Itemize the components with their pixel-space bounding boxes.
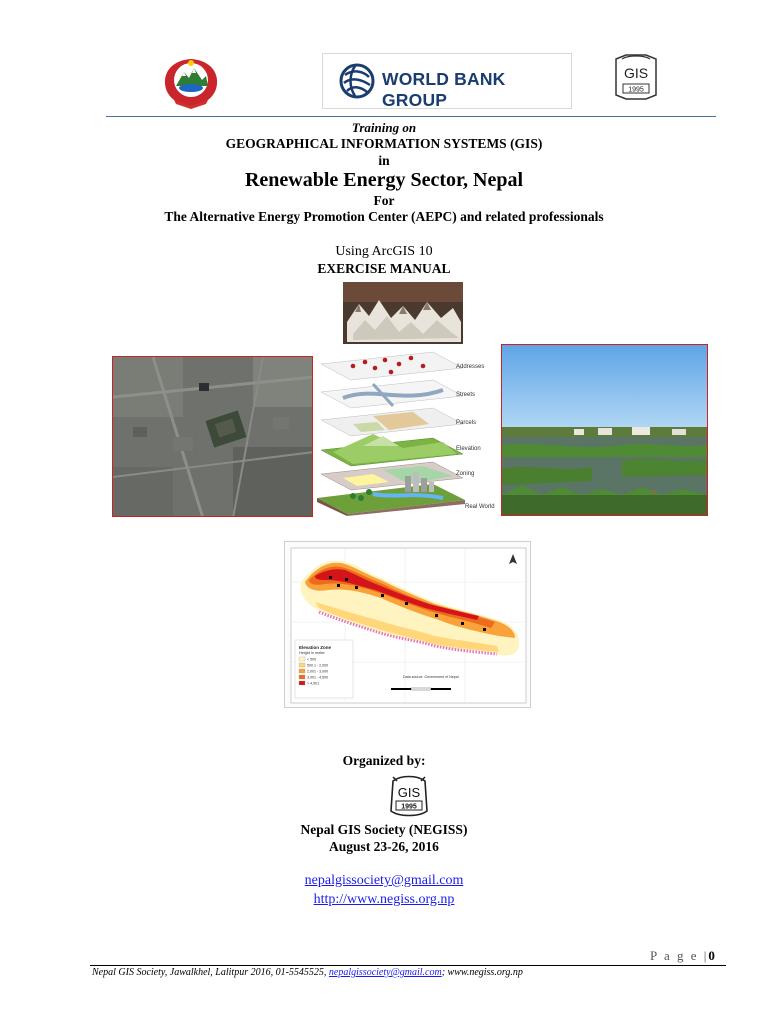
title-for: For <box>373 193 395 208</box>
map-legend-subheading: Height in meter <box>299 651 325 655</box>
gis-layers-diagram <box>313 346 503 516</box>
organizer-logo-letters: GIS <box>397 785 421 800</box>
software-label: Using ArcGIS 10 <box>335 244 433 259</box>
footer-website-text: ; www.negiss.org.np <box>441 967 523 978</box>
organizer-name: Nepal GIS Society (NEGISS) <box>300 822 468 837</box>
organizer-logo-year: 1995 <box>401 803 417 811</box>
title-in: in <box>378 153 390 168</box>
footer-divider <box>90 965 726 966</box>
organizer-website-link[interactable]: http://www.negiss.org.np <box>313 892 455 907</box>
page-number-value: 0 <box>708 948 715 963</box>
header-divider <box>106 116 716 117</box>
layer-label-streets: Streets <box>456 392 476 398</box>
nepal-elevation-map <box>284 541 531 708</box>
negiss-year: 1995 <box>628 86 644 94</box>
map-legend-heading: Elevation Zone <box>299 645 332 650</box>
training-dates: August 23-26, 2016 <box>329 839 439 854</box>
title-training-on: Training on <box>351 120 417 135</box>
layer-label-zoning: Zoning <box>456 471 475 477</box>
globe-icon <box>339 63 375 99</box>
world-bank-group-wordmark: WORLD BANK GROUP <box>382 69 506 110</box>
satellite-city-image <box>112 356 313 517</box>
title-renewable-energy: Renewable Energy Sector, Nepal <box>244 169 524 191</box>
svg-text:©: © <box>652 491 657 497</box>
negiss-logo <box>612 51 660 103</box>
map-legend-class-1: < 500 <box>307 657 317 662</box>
title-gis: GEOGRAPHICAL INFORMATION SYSTEMS (GIS) <box>225 136 543 151</box>
negiss-letters: GIS <box>623 65 649 81</box>
page-label: P a g e | <box>650 948 709 963</box>
pond-landscape-photo <box>501 344 708 516</box>
terrain-models-photo <box>343 282 463 344</box>
map-legend-class-5: > 4,501 <box>307 681 320 686</box>
layer-label-elevation: Elevation <box>456 446 481 452</box>
layer-label-parcels: Parcels <box>456 420 477 426</box>
map-data-source: Data source: Government of Nepal <box>403 675 459 679</box>
layer-label-addresses: Addresses <box>456 364 485 370</box>
footer-address <box>92 967 732 978</box>
negiss-organizer-logo <box>385 773 433 819</box>
map-legend-class-4: 3,001 - 4,500 <box>307 675 329 680</box>
world-bank-group-logo <box>322 53 572 109</box>
organized-by-label: Organized by: <box>342 753 426 768</box>
layer-label-real-world: Real World <box>465 504 495 510</box>
map-legend-class-2: 500.1 - 2,000 <box>307 663 329 668</box>
organizer-email-link[interactable]: nepalgissociety@gmail.com <box>304 873 464 888</box>
exercise-manual-label: EXERCISE MANUAL <box>317 261 451 276</box>
page-number <box>650 948 715 964</box>
map-legend-class-3: 2,001 - 3,000 <box>307 669 329 674</box>
footer-address-text: Nepal GIS Society, Jawalkhel, Lalitpur 2016, 01-5545525, <box>92 967 327 978</box>
title-aepc: The Alternative Energy Promotion Center (AEPC) and related professionals <box>164 209 604 224</box>
footer-email-link[interactable]: nepalgissociety@gmail.com <box>328 967 442 978</box>
nepal-emblem-logo <box>160 54 222 110</box>
